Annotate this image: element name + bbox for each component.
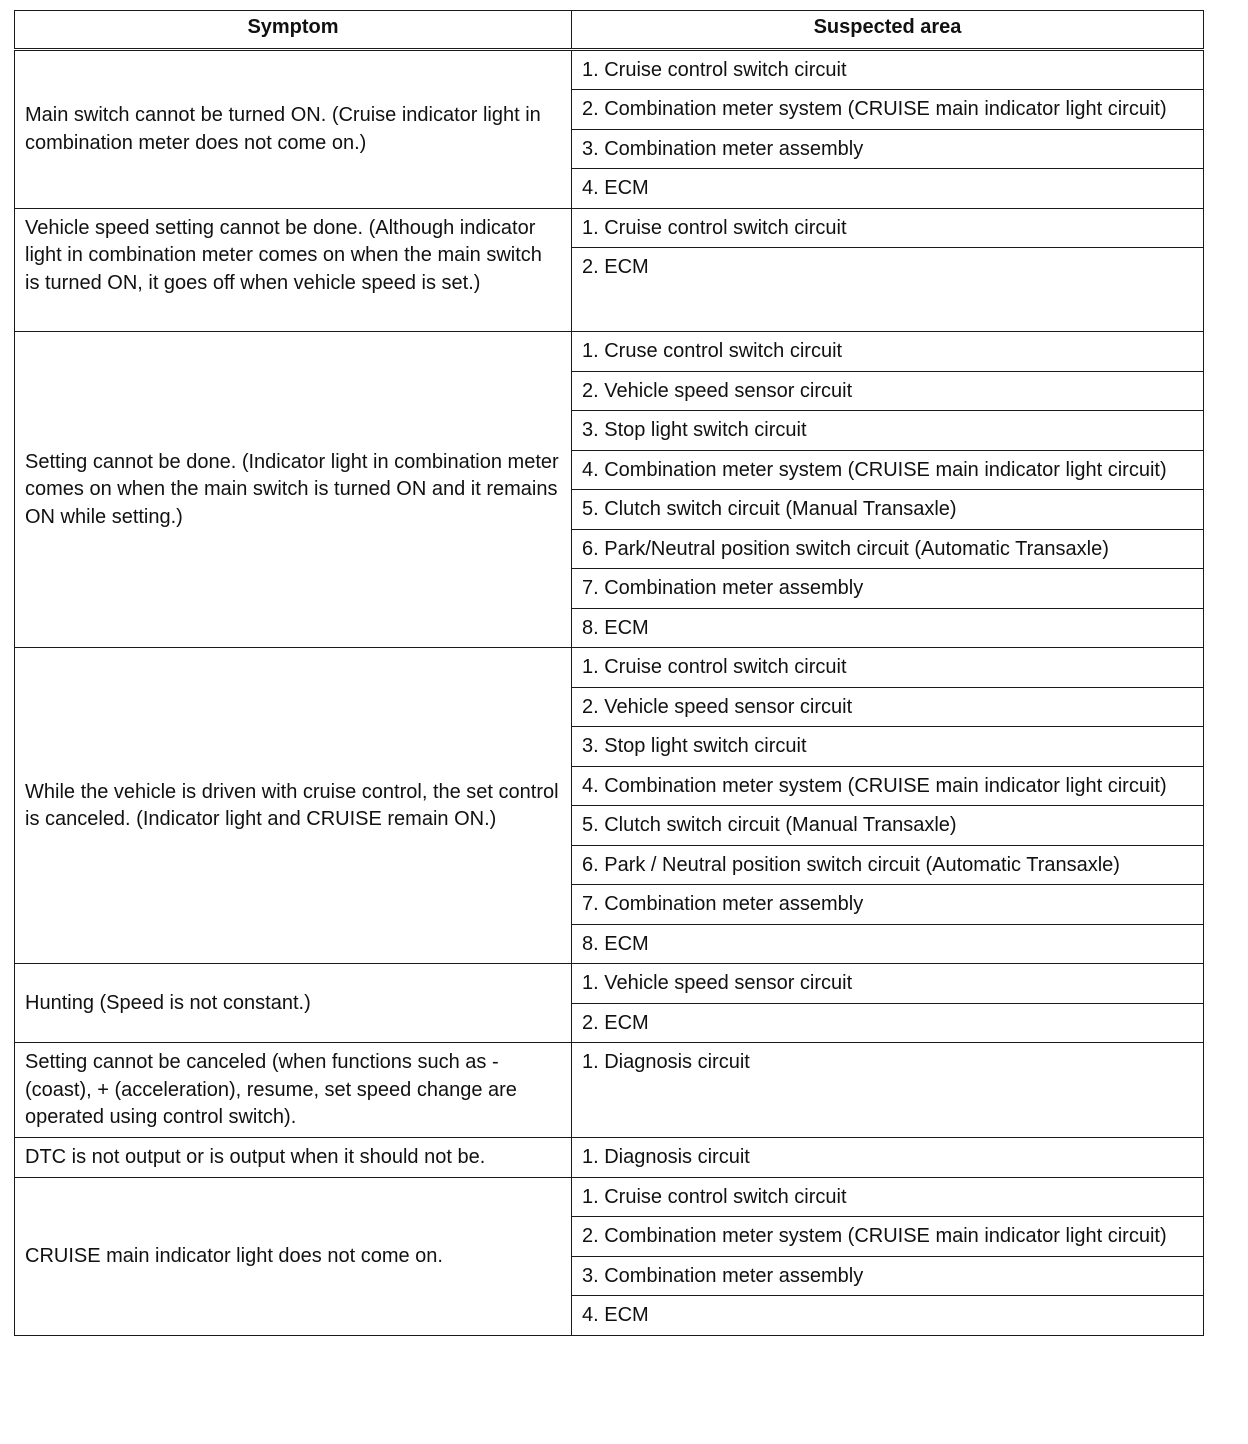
suspected-area-cell: 3. Stop light switch circuit xyxy=(572,411,1204,451)
suspected-area-cell: 8. ECM xyxy=(572,608,1204,648)
table-row xyxy=(15,648,1204,688)
symptom-cell: While the vehicle is driven with cruise control, the set control is canceled. (Indicator light and CRUISE remain ON.) xyxy=(15,648,572,964)
symptom-header: Symptom xyxy=(15,11,572,50)
suspected-area-cell: 2. ECM xyxy=(572,1003,1204,1043)
suspected-area-cell: 7. Combination meter assembly xyxy=(572,885,1204,925)
suspected-area-cell: 2. ECM xyxy=(572,248,1204,332)
symptom-cell: Hunting (Speed is not constant.) xyxy=(15,964,572,1043)
suspected-area-cell: 1. Cruise control switch circuit xyxy=(572,49,1204,90)
symptom-cell: CRUISE main indicator light does not come on. xyxy=(15,1177,572,1335)
symptom-cell: DTC is not output or is output when it should not be. xyxy=(15,1138,572,1178)
suspected-area-cell: 1. Cruise control switch circuit xyxy=(572,648,1204,688)
suspected-area-cell: 4. ECM xyxy=(572,169,1204,209)
table-row xyxy=(15,208,1204,248)
suspected-area-cell: 5. Clutch switch circuit (Manual Transaxle) xyxy=(572,806,1204,846)
suspected-area-cell: 2. Combination meter system (CRUISE main indicator light circuit) xyxy=(572,90,1204,130)
troubleshooting-table xyxy=(14,10,1204,1336)
suspected-area-cell: 1. Vehicle speed sensor circuit xyxy=(572,964,1204,1004)
suspected-area-cell: 1. Diagnosis circuit xyxy=(572,1043,1204,1138)
suspected-area-cell: 6. Park/Neutral position switch circuit (Automatic Transaxle) xyxy=(572,529,1204,569)
symptom-cell: Main switch cannot be turned ON. (Cruise indicator light in combination meter does not come on.) xyxy=(15,49,572,208)
table-row xyxy=(15,49,1204,90)
table-row xyxy=(15,1177,1204,1217)
suspected-area-cell: 2. Vehicle speed sensor circuit xyxy=(572,687,1204,727)
symptom-cell: Vehicle speed setting cannot be done. (Although indicator light in combination meter comes on when the main switch is turned ON, it goes off when vehicle speed is set.) xyxy=(15,208,572,332)
suspected-area-cell: 5. Clutch switch circuit (Manual Transaxle) xyxy=(572,490,1204,530)
suspected-area-cell: 2. Vehicle speed sensor circuit xyxy=(572,371,1204,411)
suspected-area-cell: 3. Stop light switch circuit xyxy=(572,727,1204,767)
suspected-area-cell: 4. ECM xyxy=(572,1296,1204,1336)
suspected-area-cell: 7. Combination meter assembly xyxy=(572,569,1204,609)
table-row xyxy=(15,332,1204,372)
suspected-area-cell: 8. ECM xyxy=(572,924,1204,964)
table-row xyxy=(15,964,1204,1004)
table-body xyxy=(15,49,1204,1335)
suspected-area-header: Suspected area xyxy=(572,11,1204,50)
suspected-area-cell: 4. Combination meter system (CRUISE main indicator light circuit) xyxy=(572,450,1204,490)
table-row xyxy=(15,1043,1204,1138)
suspected-area-cell: 1. Cruse control switch circuit xyxy=(572,332,1204,372)
suspected-area-cell: 2. Combination meter system (CRUISE main indicator light circuit) xyxy=(572,1217,1204,1257)
suspected-area-cell: 1. Cruise control switch circuit xyxy=(572,1177,1204,1217)
symptom-cell: Setting cannot be done. (Indicator light in combination meter comes on when the main switch is turned ON and it remains ON while setting.) xyxy=(15,332,572,648)
suspected-area-cell: 1. Cruise control switch circuit xyxy=(572,208,1204,248)
suspected-area-cell: 1. Diagnosis circuit xyxy=(572,1138,1204,1178)
suspected-area-cell: 3. Combination meter assembly xyxy=(572,1256,1204,1296)
suspected-area-cell: 6. Park / Neutral position switch circuit (Automatic Transaxle) xyxy=(572,845,1204,885)
symptom-cell: Setting cannot be canceled (when functions such as - (coast), + (acceleration), resume, set speed change are operated using control switch). xyxy=(15,1043,572,1138)
table-row xyxy=(15,1138,1204,1178)
table-header-row xyxy=(15,11,1204,50)
suspected-area-cell: 3. Combination meter assembly xyxy=(572,129,1204,169)
suspected-area-cell: 4. Combination meter system (CRUISE main indicator light circuit) xyxy=(572,766,1204,806)
